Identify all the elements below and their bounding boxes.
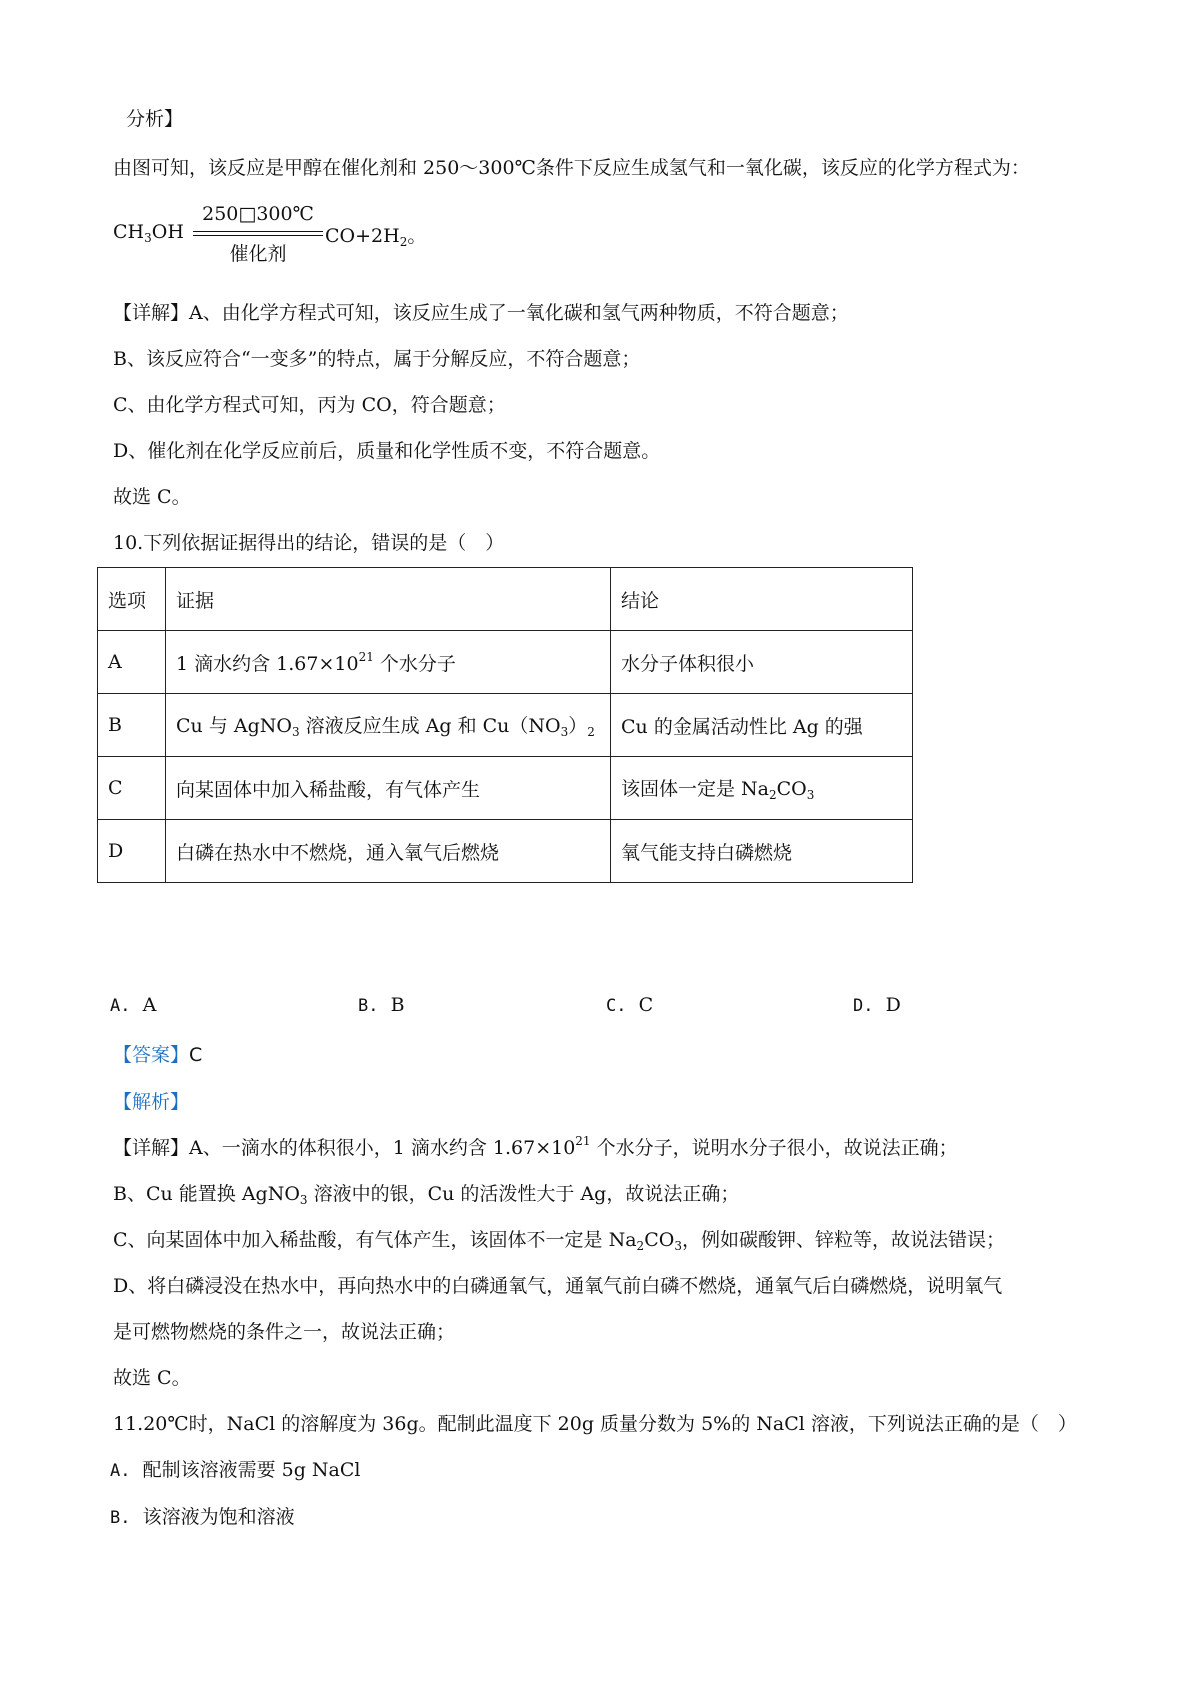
equation-product: $CO+2H_2$。: [325, 225, 427, 249]
row-evidence: 白磷在热水中不燃烧，通入氧气后燃烧: [166, 820, 611, 883]
q10-table: [97, 567, 913, 883]
row-conclusion: 该固体一定是 $Na_2CO_3$: [611, 757, 913, 820]
equation-arrow: [193, 231, 323, 236]
q10-option-c: C. C: [606, 994, 654, 1016]
row-option: D: [98, 820, 166, 883]
header-evidence: 证据: [166, 568, 611, 631]
q10-detail-c: C、向某固体中加入稀盐酸，有气体产生，该固体不一定是 $Na_2CO_3$，例如碳酸钾、锌粒等，故说法错误；: [113, 1229, 1005, 1253]
q10-analysis-label: 【解析】: [113, 1091, 190, 1113]
q10-choice: 故选 C。: [113, 1367, 191, 1389]
detail-c: C、由化学方程式可知，丙为 CO，符合题意；: [113, 394, 506, 416]
header-option: 选项: [98, 568, 166, 631]
table-header-row: [98, 568, 913, 631]
detail-a: 【详解】A、由化学方程式可知，该反应生成了一氧化碳和氢气两种物质，不符合题意；: [113, 302, 849, 324]
row-evidence: Cu 与 AgNO$_3$ 溶液反应生成 Ag 和 $Cu(NO_3)_2$: [166, 694, 611, 757]
table-row: [98, 631, 913, 694]
row-evidence: 1 滴水约含 $1.67\times 10^{21}$ 个水分子: [166, 631, 611, 694]
equation-condition-top: 250□300℃: [202, 203, 314, 225]
row-conclusion: 水分子体积很小: [611, 631, 913, 694]
table-row: [98, 694, 913, 757]
row-option: B: [98, 694, 166, 757]
q11-option-a: A. 配制该溶液需要 5g NaCl: [110, 1459, 361, 1481]
answer-label: 【答案】: [113, 1044, 190, 1066]
q10-detail-d-line1: D、将白磷浸没在热水中，再向热水中的白磷通氧气，通氧气前白磷不燃烧，通氧气后白磷燃烧，说明氧气: [113, 1275, 1003, 1297]
q10-option-b: B. B: [358, 994, 405, 1016]
table-row: [98, 820, 913, 883]
analysis-header: 分析】: [126, 108, 184, 130]
answer-value: C: [189, 1044, 203, 1066]
equation-condition-bottom: 催化剂: [229, 243, 287, 265]
q10-stem: 10.下列依据证据得出的结论，错误的是（ ）: [113, 532, 505, 554]
row-conclusion: Cu 的金属活动性比 Ag 的强: [611, 694, 913, 757]
detail-d: D、催化剂在化学反应前后，质量和化学性质不变，不符合题意。: [113, 440, 661, 462]
q10-detail-d-line2: 是可燃物燃烧的条件之一，故说法正确；: [113, 1321, 456, 1343]
equation-reactant: $CH_3OH$: [113, 221, 184, 245]
q11-option-b: B. 该溶液为饱和溶液: [110, 1506, 295, 1528]
table-row: [98, 757, 913, 820]
row-option: A: [98, 631, 166, 694]
q10-option-d: D. D: [853, 994, 901, 1016]
analysis-text: 由图可知，该反应是甲醇在催化剂和 250～300℃条件下反应生成氢气和一氧化碳，该反应的化学方程式为：: [113, 157, 1030, 179]
row-evidence: 向某固体中加入稀盐酸，有气体产生: [166, 757, 611, 820]
q10-option-a: A. A: [110, 994, 157, 1016]
q10-detail-a: 【详解】A、一滴水的体积很小，1 滴水约含 $1.67\times 10^{21}$ 个水分子，说明水分子很小，故说法正确；: [113, 1134, 958, 1159]
q10-detail-b: B、Cu 能置换 AgNO$_3$ 溶液中的银，Cu 的活泼性大于 Ag，故说法正确；: [113, 1183, 740, 1207]
row-option: C: [98, 757, 166, 820]
row-conclusion: 氧气能支持白磷燃烧: [611, 820, 913, 883]
q11-stem: 11.20℃时，NaCl 的溶解度为 36g。配制此温度下 20g 质量分数为 5%的 NaCl 溶液，下列说法正确的是（ ）: [113, 1413, 1077, 1435]
q10-answer: [113, 1040, 202, 1067]
choice-text: 故选 C。: [113, 486, 191, 508]
detail-b: B、该反应符合“一变多”的特点，属于分解反应，不符合题意；: [113, 348, 641, 370]
header-conclusion: 结论: [611, 568, 913, 631]
